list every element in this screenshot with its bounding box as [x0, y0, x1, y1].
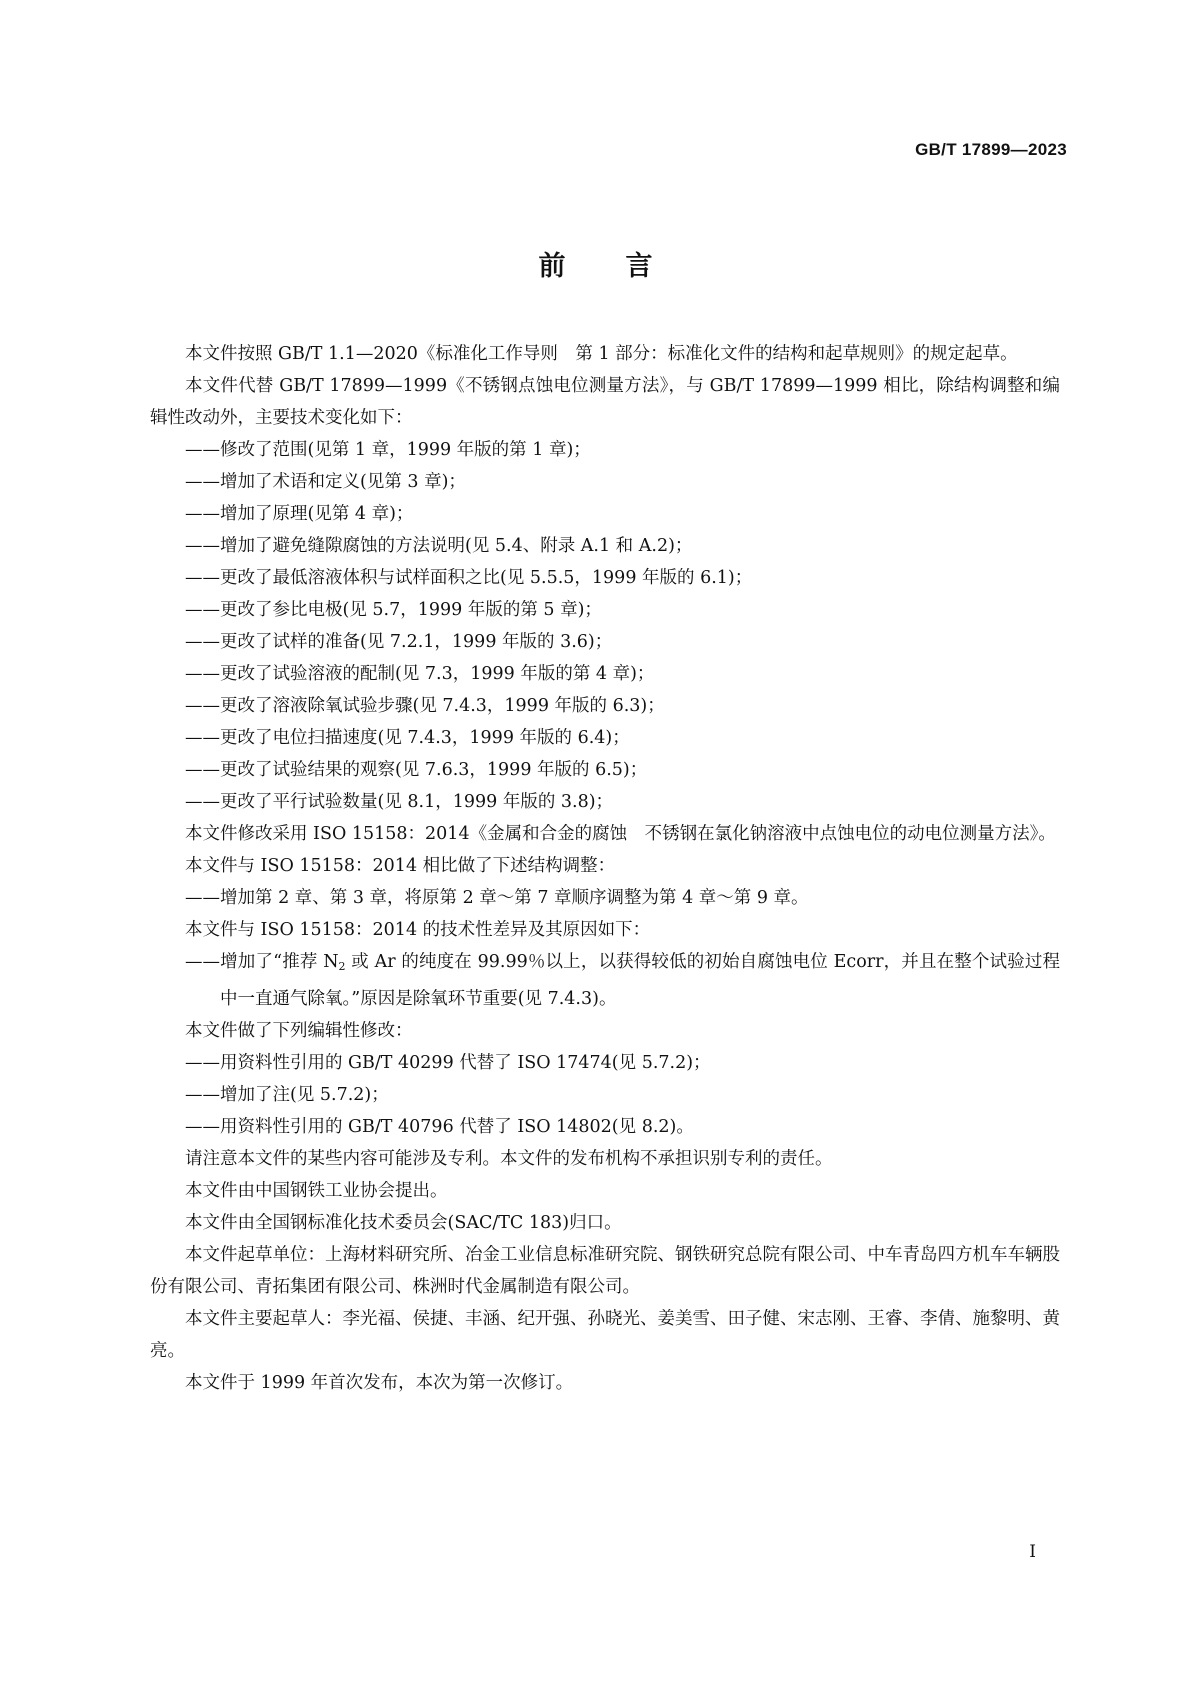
paragraph-drafters: 本文件主要起草人：李光福、侯捷、丰涵、纪开强、孙晓光、姜美雪、田子健、宋志刚、王睿、李倩、施黎明、黄亮。 [150, 1309, 1060, 1361]
preface-body [150, 338, 1060, 1399]
list-item: ——增加第 2 章、第 3 章，将原第 2 章～第 7 章顺序调整为第 4 章～第 9 章。 [185, 888, 809, 908]
page-title: 前言 [538, 251, 713, 282]
list-item: ——用资料性引用的 GB/T 40796 代替了 ISO 14802(见 8.2)。 [185, 1117, 694, 1137]
list-item: ——用资料性引用的 GB/T 40299 代替了 ISO 17474(见 5.7.2)； [185, 1053, 711, 1073]
paragraph-structure-intro: 本文件与 ISO 15158：2014 相比做了下述结构调整： [185, 856, 616, 876]
document-code: GB/T 17899—2023 [915, 140, 1067, 159]
subscript: 2 [338, 960, 346, 973]
list-item: ——增加了避免缝隙腐蚀的方法说明(见 5.4、附录 A.1 和 A.2)； [185, 536, 693, 556]
list-item: ——更改了最低溶液体积与试样面积之比(见 5.5.5，1999 年版的 6.1)； [185, 568, 753, 588]
list-item: ——更改了溶液除氧试验步骤(见 7.4.3，1999 年版的 6.3)； [185, 696, 665, 716]
page-number: I [1029, 1542, 1036, 1562]
paragraph-drafting-rules: 本文件按照 GB/T 1.1—2020《标准化工作导则 第 1 部分：标准化文件的结构和起草规则》的规定起草。 [185, 344, 1018, 364]
list-item: ——更改了参比电极(见 5.7，1999 年版的第 5 章)； [185, 600, 602, 620]
paragraph-proposer: 本文件由中国钢铁工业协会提出。 [185, 1181, 448, 1201]
list-item: ——更改了电位扫描速度(见 7.4.3，1999 年版的 6.4)； [185, 728, 630, 748]
list-item: ——更改了试验溶液的配制(见 7.3，1999 年版的第 4 章)； [185, 664, 655, 684]
list-item-tech-diff [150, 946, 1060, 1015]
list-item: ——修改了范围(见第 1 章，1999 年版的第 1 章)； [185, 440, 591, 460]
paragraph-patent-notice: 请注意本文件的某些内容可能涉及专利。本文件的发布机构不承担识别专利的责任。 [185, 1149, 833, 1169]
list-item: ——更改了平行试验数量(见 8.1，1999 年版的 3.8)； [185, 792, 614, 812]
tech-diff-text-end: 或 Ar 的纯度在 99.99％以上，以获得较低的初始自腐蚀电位 Ecorr，并且在整个试验过程中一直通气除氧。”原因是除氧环节重要(见 7.4.3)。 [220, 952, 1060, 1009]
paragraph-drafting-units: 本文件起草单位：上海材料研究所、冶金工业信息标准研究院、钢铁研究总院有限公司、中车青岛四方机车车辆股份有限公司、青拓集团有限公司、株洲时代金属制造有限公司。 [150, 1245, 1060, 1297]
paragraph-history: 本文件于 1999 年首次发布，本次为第一次修订。 [185, 1373, 574, 1393]
tech-diff-text-start: ——增加了“推荐 N [185, 952, 339, 972]
paragraph-editorial-intro: 本文件做了下列编辑性修改： [185, 1021, 413, 1041]
list-item: ——增加了注(见 5.7.2)； [185, 1085, 389, 1105]
paragraph-replaces: 本文件代替 GB/T 17899—1999《不锈钢点蚀电位测量方法》，与 GB/T 17899—1999 相比，除结构调整和编辑性改动外，主要技术变化如下： [150, 376, 1060, 428]
paragraph-adoption: 本文件修改采用 ISO 15158：2014《金属和合金的腐蚀 不锈钢在氯化钠溶液中点蚀电位的动电位测量方法》。 [185, 824, 1056, 844]
list-item: ——增加了术语和定义(见第 3 章)； [185, 472, 466, 492]
list-item: ——更改了试验结果的观察(见 7.6.3，1999 年版的 6.5)； [185, 760, 648, 780]
list-item: ——更改了试样的准备(见 7.2.1，1999 年版的 3.6)； [185, 632, 613, 652]
paragraph-committee: 本文件由全国钢标准化技术委员会(SAC/TC 183)归口。 [185, 1213, 622, 1233]
paragraph-tech-diff-intro: 本文件与 ISO 15158：2014 的技术性差异及其原因如下： [185, 920, 651, 940]
list-item: ——增加了原理(见第 4 章)； [185, 504, 414, 524]
